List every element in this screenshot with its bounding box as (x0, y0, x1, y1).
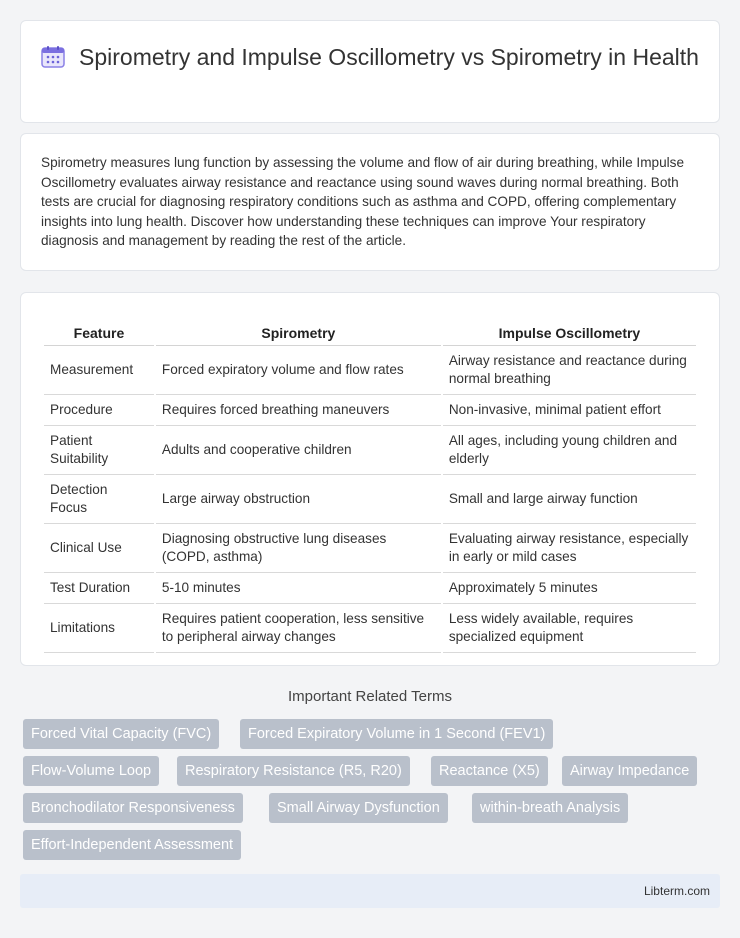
header-spirometry: Spirometry (156, 314, 441, 346)
calendar-icon (41, 46, 65, 68)
comparison-table-card (20, 292, 720, 666)
table-cell-feature: Clinical Use (44, 524, 154, 573)
header-feature: Feature (44, 314, 154, 346)
table-row (44, 475, 696, 524)
related-term-tag[interactable]: within-breath Analysis (472, 793, 628, 823)
related-term-tag[interactable]: Small Airway Dysfunction (269, 793, 448, 823)
table-row (44, 426, 696, 475)
table-cell-ios: Small and large airway function (443, 475, 696, 524)
table-cell-spirometry: Diagnosing obstructive lung diseases (COPD, asthma) (156, 524, 441, 573)
table-row (44, 524, 696, 573)
table-cell-spirometry: Large airway obstruction (156, 475, 441, 524)
table-row (44, 395, 696, 426)
table-cell-spirometry: Adults and cooperative children (156, 426, 441, 475)
summary-card (20, 133, 720, 271)
related-term-tag[interactable]: Effort-Independent Assessment (23, 830, 241, 860)
table-header-row (44, 314, 696, 346)
comparison-table (42, 314, 698, 653)
related-term-tag[interactable]: Flow-Volume Loop (23, 756, 159, 786)
related-term-tag[interactable]: Respiratory Resistance (R5, R20) (177, 756, 410, 786)
table-cell-feature: Detection Focus (44, 475, 154, 524)
table-cell-ios: All ages, including young children and elderly (443, 426, 696, 475)
table-cell-spirometry: 5-10 minutes (156, 573, 441, 604)
table-cell-spirometry: Requires patient cooperation, less sensitive to peripheral airway changes (156, 604, 441, 653)
footer-site-link[interactable]: Libterm.com (643, 884, 710, 898)
table-cell-spirometry: Requires forced breathing maneuvers (156, 395, 441, 426)
summary-text: Spirometry measures lung function by assessing the volume and flow of air during breathing, while Impulse Oscillometry evaluates airway resistance and reactance using sound waves during normal breathing. Both tests are crucial for diagnosing respiratory conditions such as asthma and COPD, offering complementary insights into lung health. Discover how understanding these techniques can improve Your respiratory diagnosis and management by reading the rest of the article. (41, 155, 685, 249)
table-cell-spirometry: Forced expiratory volume and flow rates (156, 346, 441, 395)
table-cell-ios: Non-invasive, minimal patient effort (443, 395, 696, 426)
table-row (44, 346, 696, 395)
table-cell-ios: Airway resistance and reactance during normal breathing (443, 346, 696, 395)
related-term-tag[interactable]: Forced Vital Capacity (FVC) (23, 719, 219, 749)
footer (20, 874, 720, 908)
related-term-tag[interactable]: Forced Expiratory Volume in 1 Second (FEV1) (240, 719, 553, 749)
page-title (21, 43, 719, 72)
table-cell-feature: Limitations (44, 604, 154, 653)
related-term-tag[interactable]: Airway Impedance (562, 756, 697, 786)
page-title-text: Spirometry and Impulse Oscillometry vs Spirometry in Health (79, 44, 699, 70)
table-row (44, 604, 696, 653)
table-row (44, 573, 696, 604)
table-cell-feature: Test Duration (44, 573, 154, 604)
table-cell-feature: Patient Suitability (44, 426, 154, 475)
related-term-tag[interactable]: Reactance (X5) (431, 756, 548, 786)
header-impulse-oscillometry: Impulse Oscillometry (443, 314, 696, 346)
table-cell-ios: Less widely available, requires specialized equipment (443, 604, 696, 653)
header-card (20, 20, 720, 123)
table-cell-ios: Approximately 5 minutes (443, 573, 696, 604)
related-term-tag[interactable]: Bronchodilator Responsiveness (23, 793, 243, 823)
related-terms-title: Important Related Terms (288, 688, 452, 705)
table-cell-feature: Procedure (44, 395, 154, 426)
table-cell-ios: Evaluating airway resistance, especially in early or mild cases (443, 524, 696, 573)
table-cell-feature: Measurement (44, 346, 154, 395)
